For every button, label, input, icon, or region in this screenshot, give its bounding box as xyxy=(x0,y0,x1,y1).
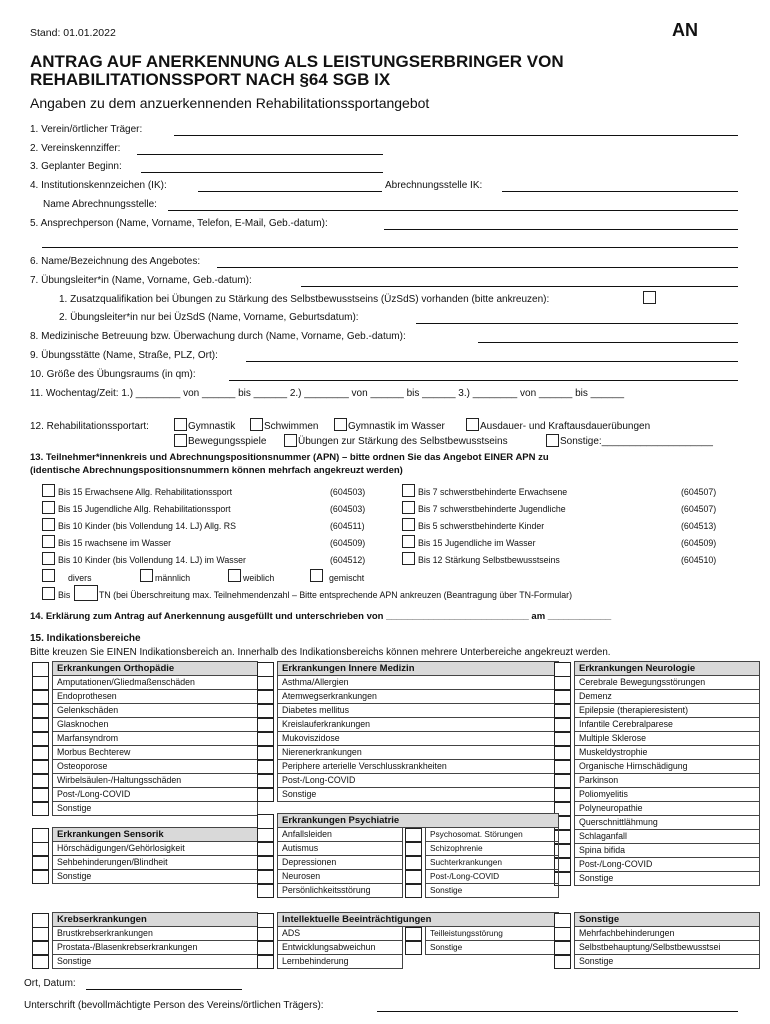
innere-item-0: Asthma/Allergien xyxy=(277,676,559,690)
orthopaedie-item-9: Sonstige xyxy=(52,802,258,816)
orthopaedie-item-2: Gelenkschäden xyxy=(52,704,258,718)
field-5-label: 5. Ansprechperson (Name, Vorname, Telefon, E-Mail, Geb.-datum): xyxy=(30,218,328,229)
field-5-line[interactable] xyxy=(384,229,738,230)
psychiatrie-right-1: Schizophrenie xyxy=(425,842,559,856)
apn-right-2-label: Bis 5 schwerstbehinderte Kinder xyxy=(418,521,545,531)
sonstige-item-0: Mehrfachbehinderungen xyxy=(574,927,760,941)
apn-left-1-code: (604503) xyxy=(330,504,366,514)
orthopaedie-item-7-checkbox[interactable] xyxy=(32,774,49,788)
apn-right-1-checkbox[interactable] xyxy=(402,501,415,514)
field-10-label: 10. Größe des Übungsraums (in qm): xyxy=(30,369,196,380)
innere-item-2: Diabetes mellitus xyxy=(277,704,559,718)
ort-datum-line[interactable] xyxy=(86,989,242,990)
neurologie-item-13: Post-/Long-COVID xyxy=(574,858,760,872)
innere-item-1: Atemwegserkrankungen xyxy=(277,690,559,704)
apn-left-2-code: (604511) xyxy=(330,521,365,531)
sensorik-item-1-checkbox[interactable] xyxy=(32,856,49,870)
form-code: AN xyxy=(672,20,698,40)
innere-category-checkbox[interactable] xyxy=(257,662,274,677)
sensorik-item-0: Hörschädigungen/Gehörlosigkeit xyxy=(52,842,258,856)
neurologie-item-6-checkbox[interactable] xyxy=(554,760,571,774)
neurologie-item-8: Poliomyelitis xyxy=(574,788,760,802)
neurologie-item-4-checkbox[interactable] xyxy=(554,732,571,746)
gender-gemischt-checkbox[interactable] xyxy=(310,569,323,582)
sport-schwimmen-label: Schwimmen xyxy=(264,421,319,432)
krebs-item-2-checkbox[interactable] xyxy=(32,955,49,969)
orthopaedie-item-6: Osteoporose xyxy=(52,760,258,774)
neurologie-item-1: Demenz xyxy=(574,690,760,704)
intellekt-right-0: Teilleistungsstörung xyxy=(425,927,559,941)
psychiatrie-right-4-checkbox[interactable] xyxy=(405,884,422,898)
apn-right-4-code: (604510) xyxy=(681,555,717,565)
apn-right-1-code: (604507) xyxy=(681,504,717,514)
gender-maennlich-checkbox[interactable] xyxy=(140,569,153,582)
neurologie-head: Erkrankungen Neurologie xyxy=(574,661,760,676)
sport-wasser-checkbox[interactable] xyxy=(334,418,347,431)
sport-ausdauer-label: Ausdauer- und Kraftausdauerübungen xyxy=(480,421,651,432)
form-title-line1: ANTRAG AUF ANERKENNUNG ALS LEISTUNGSERBRINGER VON xyxy=(30,52,564,71)
neurologie-item-9: Polyneuropathie xyxy=(574,802,760,816)
psychiatrie-left-4-checkbox[interactable] xyxy=(257,884,274,898)
psychiatrie-left-2-checkbox[interactable] xyxy=(257,856,274,870)
orthopaedie-item-9-checkbox[interactable] xyxy=(32,802,49,816)
intellekt-left-1: Entwicklungsabweichun xyxy=(277,941,403,955)
intellekt-left-0-checkbox[interactable] xyxy=(257,927,274,941)
tn-count-input[interactable] xyxy=(74,585,98,601)
field-9-label: 9. Übungsstätte (Name, Straße, PLZ, Ort): xyxy=(30,350,218,361)
field-8-line[interactable] xyxy=(478,342,738,343)
orthopaedie-category-checkbox[interactable] xyxy=(32,662,49,677)
apn-left-0-label: Bis 15 Erwachsene Allg. Rehabilitationssport xyxy=(58,487,233,497)
sport-bewegungsspiele-checkbox[interactable] xyxy=(174,434,187,447)
psychiatrie-right-2: Suchterkrankungen xyxy=(425,856,559,870)
krebs-head: Krebserkrankungen xyxy=(52,912,258,927)
psychiatrie-left-0: Anfallsleiden xyxy=(277,828,403,842)
stand-date: Stand: 01.01.2022 xyxy=(30,27,116,39)
gender-divers-label: divers xyxy=(68,573,92,583)
neurologie-item-11: Schlaganfall xyxy=(574,830,760,844)
sensorik-item-2-checkbox[interactable] xyxy=(32,870,49,884)
krebs-item-0: Brustkrebserkrankungen xyxy=(52,927,258,941)
ort-datum-label: Ort, Datum: xyxy=(24,978,76,989)
sonstige-head: Sonstige xyxy=(574,912,760,927)
sec13-title2: (identische Abrechnungspositionsnummern können mehrfach angekreuzt werden) xyxy=(30,465,403,476)
field-4b-label: Abrechnungsstelle IK: xyxy=(385,180,483,191)
field-1-line[interactable] xyxy=(174,135,738,136)
psychiatrie-category-checkbox[interactable] xyxy=(257,814,274,829)
intellekt-left-2-checkbox[interactable] xyxy=(257,955,274,969)
krebs-item-2: Sonstige xyxy=(52,955,258,969)
field-7-1-label: 1. Zusatzqualifikation bei Übungen zu Stärkung des Selbstbewusstseins (ÜzSdS) vorhanden (bitte ankreuzen): xyxy=(59,294,550,305)
field-2-line[interactable] xyxy=(137,154,383,155)
orthopaedie-item-8: Post-/Long-COVID xyxy=(52,788,258,802)
form-subtitle: Angaben zu dem anzuerkennenden Rehabilitationssportangebot xyxy=(30,95,430,111)
sensorik-item-2: Sonstige xyxy=(52,870,258,884)
neurologie-item-10: Querschnittlähmung xyxy=(574,816,760,830)
field-11-label: 11. Wochentag/Zeit: 1.) ________ von ______ bis ______ 2.) ________ von ______ bis ______ 3.) ________ von ______ bis ______ xyxy=(30,388,624,399)
innere-item-7: Post-/Long-COVID xyxy=(277,774,559,788)
unterschrift-label: Unterschrift (bevollmächtigte Person des Vereins/örtlichen Trägers): xyxy=(24,1000,324,1011)
field-3-label: 3. Geplanter Beginn: xyxy=(30,161,122,172)
neurologie-item-4: Multiple Sklerose xyxy=(574,732,760,746)
innere-item-5: Nierenerkrankungen xyxy=(277,746,559,760)
intellekt-left-2: Lernbehinderung xyxy=(277,955,403,969)
innere-item-0-checkbox[interactable] xyxy=(257,676,274,690)
sec13-title1: 13. Teilnehmer*innenkreis und Abrechnungspositionsnummer (APN) – bitte ordnen Sie das Angebot EINER APN zu xyxy=(30,452,549,463)
orthopaedie-item-4: Marfansyndrom xyxy=(52,732,258,746)
apn-right-2-code: (604513) xyxy=(681,521,717,531)
innere-item-5-checkbox[interactable] xyxy=(257,746,274,760)
field-7-2-label: 2. Übungsleiter*in nur bei ÜzSdS (Name, Vorname, Geburtsdatum): xyxy=(59,312,359,323)
sonstige-category-checkbox[interactable] xyxy=(554,913,571,928)
sec15-intro: Bitte kreuzen Sie EINEN Indikationsbereich an. Innerhalb des Indikationsbereichs können mehrere Unterbereiche angekreuzt werden. xyxy=(30,647,611,658)
sport-schwimmen-checkbox[interactable] xyxy=(250,418,263,431)
apn-left-2-checkbox[interactable] xyxy=(42,518,55,531)
field-7-2-line[interactable] xyxy=(416,323,738,324)
orthopaedie-item-6-checkbox[interactable] xyxy=(32,760,49,774)
sport-sonstige-checkbox[interactable] xyxy=(546,434,559,447)
krebs-item-1: Prostata-/Blasenkrebserkrankungen xyxy=(52,941,258,955)
apn-right-0-checkbox[interactable] xyxy=(402,484,415,497)
field-9-line[interactable] xyxy=(246,361,738,362)
neurologie-item-3: Infantile Cerebralparese xyxy=(574,718,760,732)
neurologie-item-5: Muskeldystrophie xyxy=(574,746,760,760)
sec14-label: 14. Erklärung zum Antrag auf Anerkennung ausgefüllt und unterschrieben von ___________________________ am ____________ xyxy=(30,611,612,622)
tn-checkbox[interactable] xyxy=(42,587,55,600)
field-7-label: 7. Übungsleiter*in (Name, Vorname, Geb.-datum): xyxy=(30,275,252,286)
field-10-line[interactable] xyxy=(229,380,738,381)
sonstige-item-0-checkbox[interactable] xyxy=(554,927,571,941)
orthopaedie-item-5-checkbox[interactable] xyxy=(32,746,49,760)
neurologie-item-7-checkbox[interactable] xyxy=(554,774,571,788)
field-4-line[interactable] xyxy=(198,191,382,192)
psychiatrie-left-1: Autismus xyxy=(277,842,403,856)
sonstige-item-1-checkbox[interactable] xyxy=(554,941,571,955)
orthopaedie-item-3: Glasknochen xyxy=(52,718,258,732)
field-4c-line[interactable] xyxy=(168,210,738,211)
apn-left-1-label: Bis 15 Jugendliche Allg. Rehabilitationssport xyxy=(58,504,231,514)
field-6-label: 6. Name/Bezeichnung des Angebotes: xyxy=(30,256,201,267)
psychiatrie-left-3: Neurosen xyxy=(277,870,403,884)
intellekt-right-1: Sonstige xyxy=(425,941,559,955)
psychiatrie-right-1-checkbox[interactable] xyxy=(405,842,422,856)
apn-left-4-code: (604512) xyxy=(330,555,366,565)
intellekt-category-checkbox[interactable] xyxy=(257,913,274,928)
sensorik-head: Erkrankungen Sensorik xyxy=(52,827,258,842)
psychiatrie-right-3-checkbox[interactable] xyxy=(405,870,422,884)
krebs-item-0-checkbox[interactable] xyxy=(32,927,49,941)
psychiatrie-left-1-checkbox[interactable] xyxy=(257,842,274,856)
sport-gymnastik-checkbox[interactable] xyxy=(174,418,187,431)
orthopaedie-item-1-checkbox[interactable] xyxy=(32,690,49,704)
apn-left-0-checkbox[interactable] xyxy=(42,484,55,497)
apn-right-3-checkbox[interactable] xyxy=(402,535,415,548)
innere-item-3-checkbox[interactable] xyxy=(257,718,274,732)
psychiatrie-head: Erkrankungen Psychiatrie xyxy=(277,813,559,828)
apn-right-3-label: Bis 15 Jugendliche im Wasser xyxy=(418,538,536,548)
neurologie-item-3-checkbox[interactable] xyxy=(554,718,571,732)
psychiatrie-left-2: Depressionen xyxy=(277,856,403,870)
sensorik-item-0-checkbox[interactable] xyxy=(32,842,49,856)
psychiatrie-right-0: Psychosomat. Störungen xyxy=(425,828,559,842)
field-7-line[interactable] xyxy=(301,286,738,287)
neurologie-item-5-checkbox[interactable] xyxy=(554,746,571,760)
form-title-line2: REHABILITATIONSSPORT NACH §64 SGB IX xyxy=(30,70,391,89)
sport-ausdauer-checkbox[interactable] xyxy=(466,418,479,431)
neurologie-item-6: Organische Hirnschädigung xyxy=(574,760,760,774)
innere-item-3: Kreislauferkrankungen xyxy=(277,718,559,732)
gender-weiblich-checkbox[interactable] xyxy=(228,569,241,582)
psychiatrie-left-4: Persönlichkeitsstörung xyxy=(277,884,403,898)
orthopaedie-item-7: Wirbelsäulen-/Haltungsschäden xyxy=(52,774,258,788)
psychiatrie-right-3: Post-/Long-COVID xyxy=(425,870,559,884)
sonstige-item-2: Sonstige xyxy=(574,955,760,969)
apn-left-3-code: (604509) xyxy=(330,538,366,548)
neurologie-item-7: Parkinson xyxy=(574,774,760,788)
sport-wasser-label: Gymnastik im Wasser xyxy=(348,421,445,432)
field-2-label: 2. Vereinskennziffer: xyxy=(30,143,121,154)
psychiatrie-left-3-checkbox[interactable] xyxy=(257,870,274,884)
field-8-label: 8. Medizinische Betreuung bzw. Überwachung durch (Name, Vorname, Geb.-datum): xyxy=(30,331,406,342)
apn-left-0-code: (604503) xyxy=(330,487,366,497)
gender-gemischt-label: gemischt xyxy=(329,573,365,583)
innere-item-8-checkbox[interactable] xyxy=(257,788,274,802)
sec15-title: 15. Indikationsbereiche xyxy=(30,633,141,644)
sport-gymnastik-label: Gymnastik xyxy=(188,421,236,432)
apn-left-4-checkbox[interactable] xyxy=(42,552,55,565)
field-4-label: 4. Institutionskennzeichen (IK): xyxy=(30,180,167,191)
orthopaedie-item-3-checkbox[interactable] xyxy=(32,718,49,732)
orthopaedie-item-4-checkbox[interactable] xyxy=(32,732,49,746)
field-3-line[interactable] xyxy=(141,172,383,173)
apn-left-4-label: Bis 10 Kinder (bis Vollendung 14. LJ) im Wasser xyxy=(58,555,246,565)
neurologie-category-checkbox[interactable] xyxy=(554,662,571,677)
innere-item-8: Sonstige xyxy=(277,788,559,802)
sport-selbstbewusstsein-checkbox[interactable] xyxy=(284,434,297,447)
neurologie-item-0: Cerebrale Bewegungsstörungen xyxy=(574,676,760,690)
orthopaedie-item-8-checkbox[interactable] xyxy=(32,788,49,802)
apn-right-4-label: Bis 12 Stärkung Selbstbewusstseins xyxy=(418,555,560,565)
orthopaedie-item-2-checkbox[interactable] xyxy=(32,704,49,718)
field-4b-line[interactable] xyxy=(502,191,738,192)
neurologie-item-14: Sonstige xyxy=(574,872,760,886)
intellekt-left-1-checkbox[interactable] xyxy=(257,941,274,955)
neurologie-item-1-checkbox[interactable] xyxy=(554,690,571,704)
sport-bewegungsspiele-label: Bewegungsspiele xyxy=(188,436,267,447)
psychiatrie-right-4: Sonstige xyxy=(425,884,559,898)
neurologie-item-2: Epilepsie (therapieresistent) xyxy=(574,704,760,718)
sonstige-item-2-checkbox[interactable] xyxy=(554,955,571,969)
innere-item-1-checkbox[interactable] xyxy=(257,690,274,704)
apn-left-2-label: Bis 10 Kinder (bis Vollendung 14. LJ) Allg. RS xyxy=(58,521,236,531)
intellekt-right-0-checkbox[interactable] xyxy=(405,927,422,941)
intellekt-head: Intellektuelle Beeinträchtigungen xyxy=(277,912,559,927)
orthopaedie-item-0-checkbox[interactable] xyxy=(32,676,49,690)
innere-item-4: Mukoviszidose xyxy=(277,732,559,746)
field-5-line2[interactable] xyxy=(42,247,738,248)
innere-item-4-checkbox[interactable] xyxy=(257,732,274,746)
apn-right-0-code: (604507) xyxy=(681,487,717,497)
orthopaedie-item-5: Morbus Bechterew xyxy=(52,746,258,760)
gender-divers-checkbox[interactable] xyxy=(42,569,55,582)
apn-right-0-label: Bis 7 schwerstbehinderte Erwachsene xyxy=(418,487,568,497)
apn-right-4-checkbox[interactable] xyxy=(402,552,415,565)
apn-right-2-checkbox[interactable] xyxy=(402,518,415,531)
field-1-label: 1. Verein/örtlicher Träger: xyxy=(30,124,143,135)
neurologie-item-8-checkbox[interactable] xyxy=(554,788,571,802)
neurologie-item-12: Spina bifida xyxy=(574,844,760,858)
intellekt-left-0: ADS xyxy=(277,927,403,941)
sensorik-category-checkbox[interactable] xyxy=(32,828,49,843)
apn-left-1-checkbox[interactable] xyxy=(42,501,55,514)
orthopaedie-item-1: Endoprothesen xyxy=(52,690,258,704)
field-4c-label: Name Abrechnungsstelle: xyxy=(43,199,157,210)
gender-maennlich-label: männlich xyxy=(155,573,191,583)
intellekt-right-1-checkbox[interactable] xyxy=(405,941,422,955)
sensorik-item-1: Sehbehinderungen/Blindheit xyxy=(52,856,258,870)
apn-left-3-checkbox[interactable] xyxy=(42,535,55,548)
sec12-label: 12. Rehabilitationssportart: xyxy=(30,421,149,432)
psychiatrie-right-2-checkbox[interactable] xyxy=(405,856,422,870)
krebs-item-1-checkbox[interactable] xyxy=(32,941,49,955)
field-6-line[interactable] xyxy=(217,267,738,268)
uezsds-checkbox[interactable] xyxy=(643,291,656,304)
neurologie-item-0-checkbox[interactable] xyxy=(554,676,571,690)
gender-weiblich-label: weiblich xyxy=(243,573,275,583)
sport-selbstbewusstsein-label: Übungen zur Stärkung des Selbstbewusstseins xyxy=(298,436,508,447)
apn-right-1-label: Bis 7 schwerstbehinderte Jugendliche xyxy=(418,504,566,514)
tn-text: TN (bei Überschreitung max. Teilnehmendenzahl – Bitte entsprechende APN ankreuzen (Beantragung über TN-Formular) xyxy=(99,590,572,600)
sport-sonstige-label: Sonstige:____________________ xyxy=(560,436,713,447)
orthopaedie-head: Erkrankungen Orthopädie xyxy=(52,661,258,676)
orthopaedie-item-0: Amputationen/Gliedmaßenschäden xyxy=(52,676,258,690)
innere-item-2-checkbox[interactable] xyxy=(257,704,274,718)
innere-item-6: Periphere arterielle Verschlusskrankheiten xyxy=(277,760,559,774)
innere-item-6-checkbox[interactable] xyxy=(257,760,274,774)
psychiatrie-left-0-checkbox[interactable] xyxy=(257,828,274,842)
innere-item-7-checkbox[interactable] xyxy=(257,774,274,788)
innere-head: Erkrankungen Innere Medizin xyxy=(277,661,559,676)
psychiatrie-right-0-checkbox[interactable] xyxy=(405,828,422,842)
neurologie-item-2-checkbox[interactable] xyxy=(554,704,571,718)
sonstige-item-1: Selbstbehauptung/Selbstbewusstsei xyxy=(574,941,760,955)
unterschrift-line[interactable] xyxy=(377,1011,738,1012)
apn-right-3-code: (604509) xyxy=(681,538,717,548)
tn-prefix: Bis xyxy=(58,590,71,600)
apn-left-3-label: Bis 15 rwachsene im Wasser xyxy=(58,538,172,548)
krebs-category-checkbox[interactable] xyxy=(32,913,49,928)
